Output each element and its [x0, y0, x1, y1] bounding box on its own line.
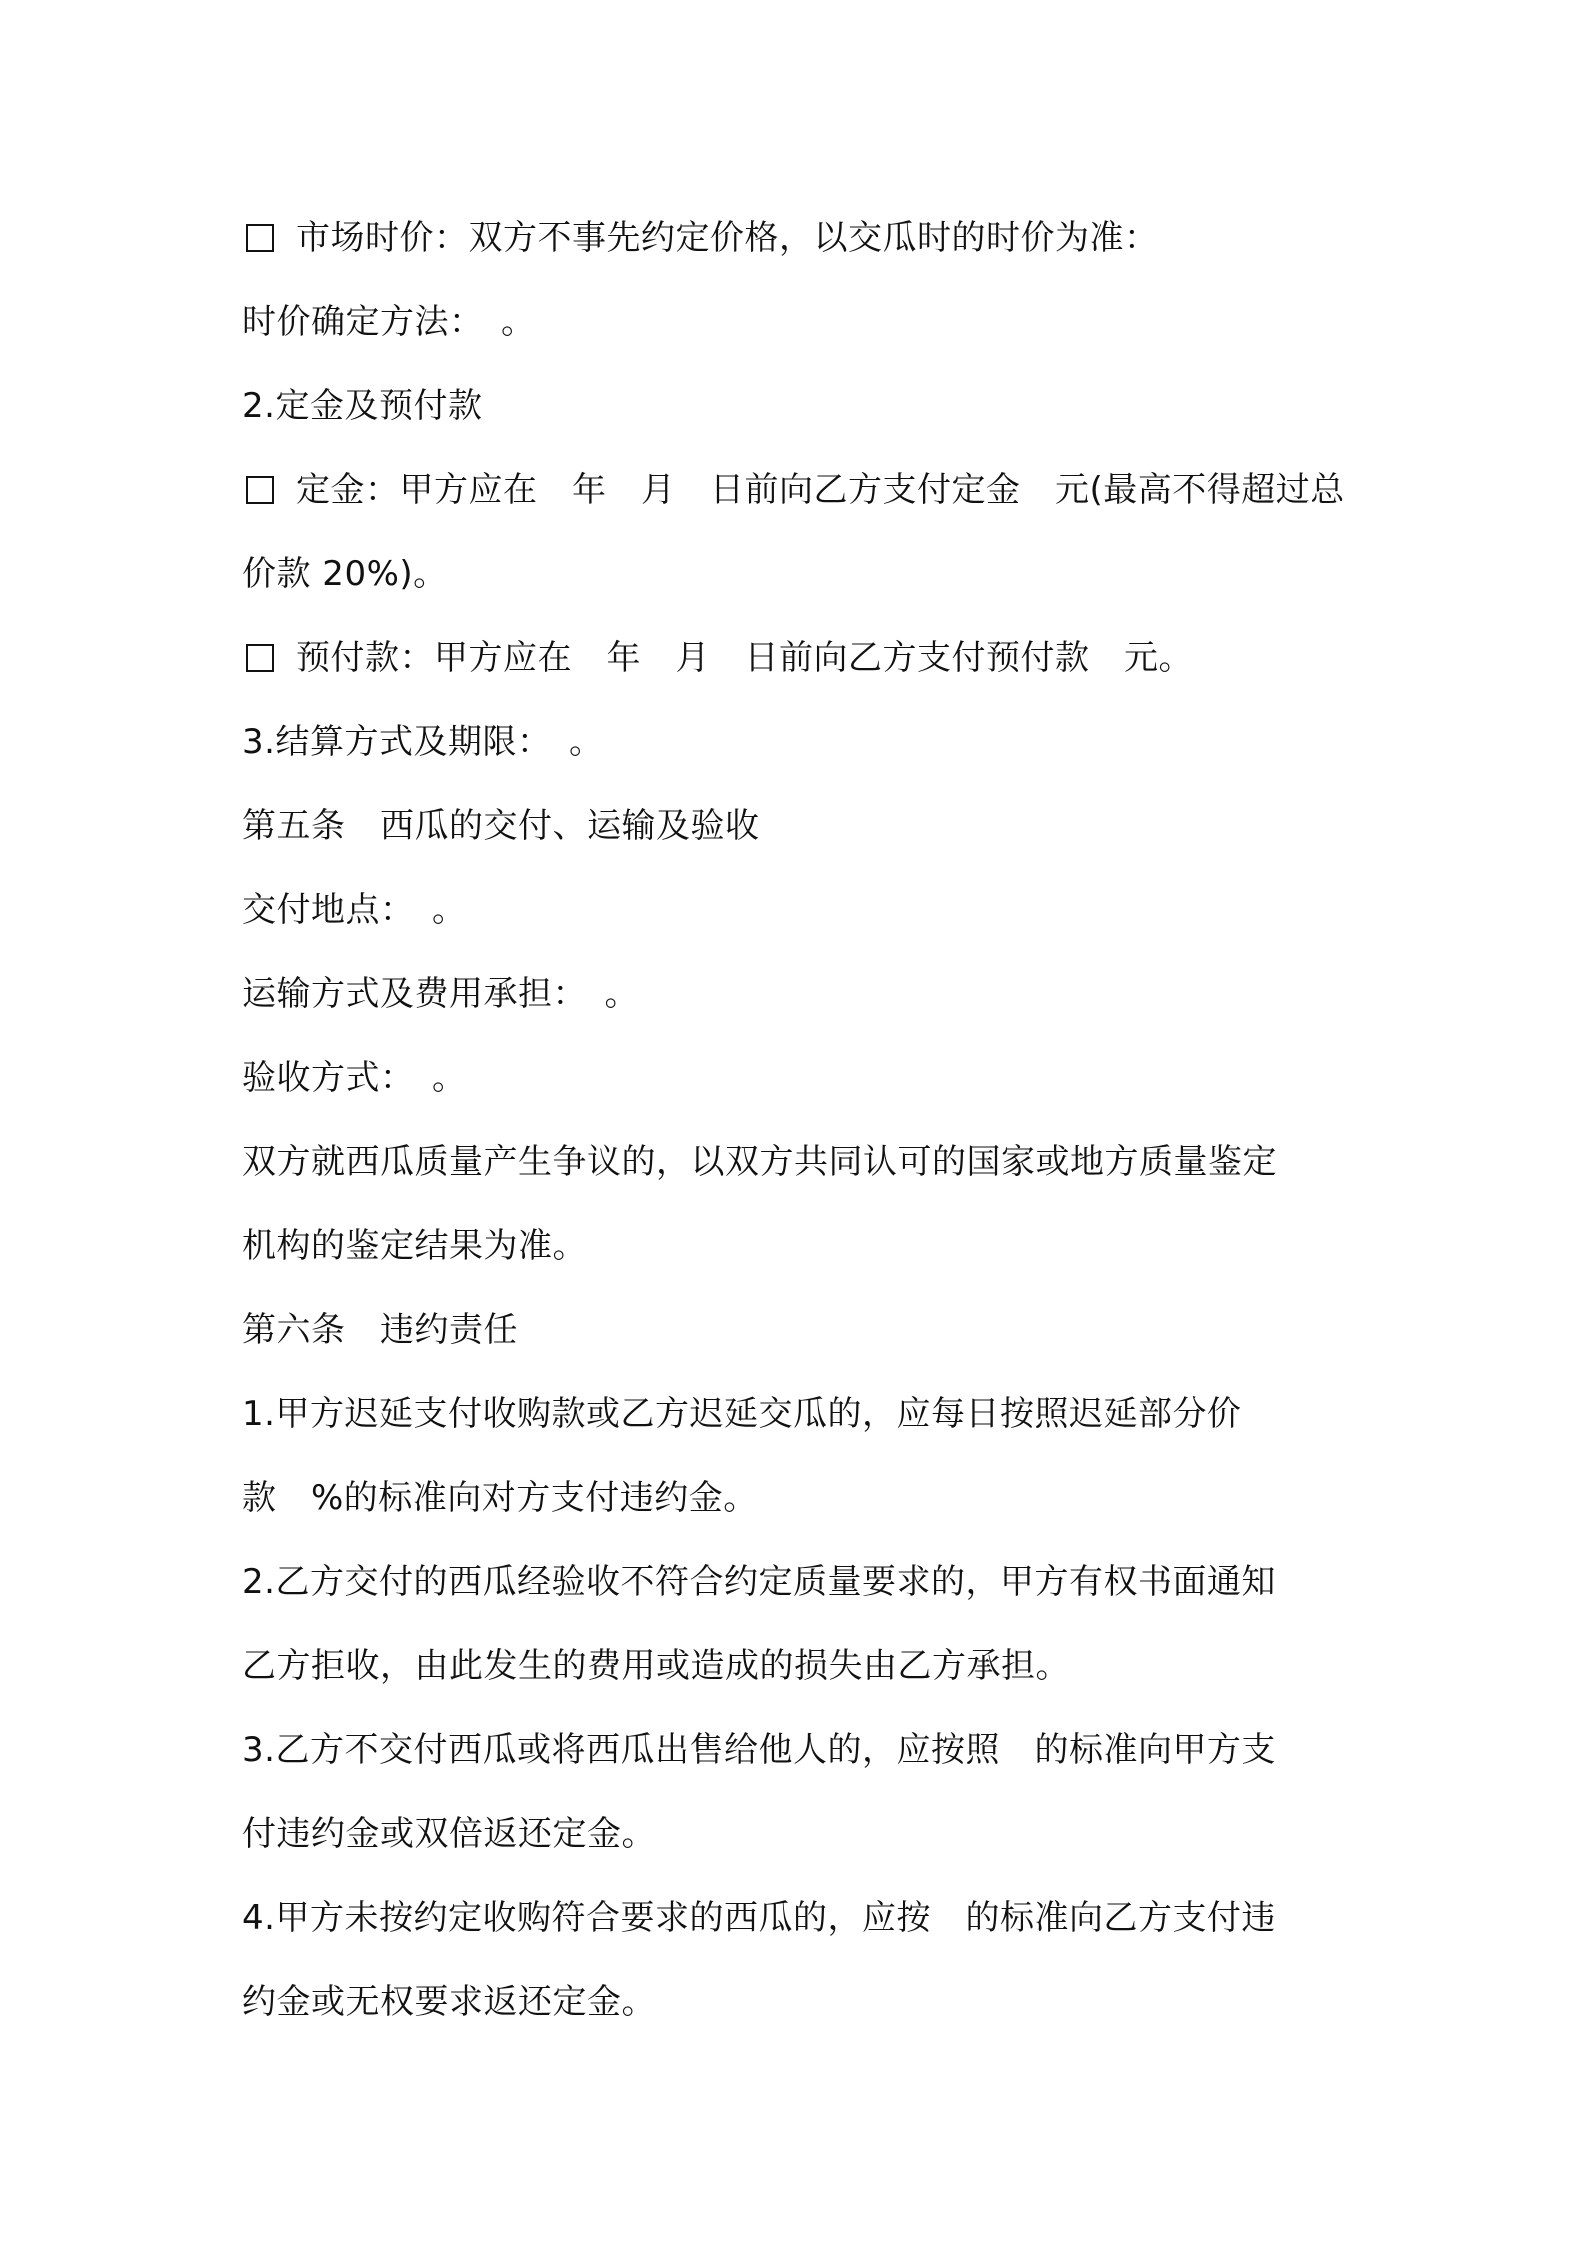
- text-line: [242, 1708, 1362, 1792]
- line-text: 第五条 西瓜的交付、运输及验收: [242, 806, 760, 846]
- text-line: [242, 1456, 1362, 1540]
- text-line: [242, 1120, 1362, 1204]
- text-line: [242, 616, 1362, 700]
- text-line: [242, 1624, 1362, 1708]
- line-text: 时价确定方法： 。: [242, 302, 536, 342]
- line-text: 市场时价：双方不事先约定价格，以交瓜时的时价为准：: [296, 218, 1159, 258]
- text-line: [242, 1540, 1362, 1624]
- text-line: [242, 952, 1362, 1036]
- line-text: 预付款：甲方应在 年 月 日前向乙方支付预付款 元。: [296, 638, 1193, 678]
- line-text: 价款 20%)。: [242, 554, 448, 594]
- document-page: [242, 196, 1362, 2044]
- line-text: 运输方式及费用承担： 。: [242, 974, 639, 1014]
- text-line: [242, 1792, 1362, 1876]
- checkbox-icon[interactable]: [246, 224, 274, 252]
- article-heading: [242, 784, 1362, 868]
- line-text: 定金：甲方应在 年 月 日前向乙方支付定金 元(最高不得超过总: [296, 470, 1345, 510]
- checkbox-icon[interactable]: [246, 644, 274, 672]
- text-line: [242, 868, 1362, 952]
- text-line: [242, 1036, 1362, 1120]
- line-text: 1.甲方迟延支付收购款或乙方迟延交瓜的，应每日按照迟延部分价: [242, 1394, 1242, 1434]
- line-text: 4.甲方未按约定收购符合要求的西瓜的，应按 的标准向乙方支付违: [242, 1898, 1276, 1938]
- text-line: [242, 280, 1362, 364]
- line-text: 交付地点： 。: [242, 890, 467, 930]
- line-text: 双方就西瓜质量产生争议的，以双方共同认可的国家或地方质量鉴定: [242, 1142, 1277, 1182]
- line-text: 款 %的标准向对方支付违约金。: [242, 1478, 758, 1518]
- text-line: [242, 1876, 1362, 1960]
- text-line: [242, 1204, 1362, 1288]
- text-line: [242, 196, 1362, 280]
- line-text: 验收方式： 。: [242, 1058, 467, 1098]
- line-text: 乙方拒收，由此发生的费用或造成的损失由乙方承担。: [242, 1646, 1070, 1686]
- line-text: 约金或无权要求返还定金。: [242, 1982, 656, 2022]
- text-line: [242, 448, 1362, 532]
- line-text: 第六条 违约责任: [242, 1310, 518, 1350]
- section-heading: [242, 364, 1362, 448]
- line-text: 机构的鉴定结果为准。: [242, 1226, 587, 1266]
- text-line: [242, 1960, 1362, 2044]
- text-line: [242, 1372, 1362, 1456]
- checkbox-icon[interactable]: [246, 476, 274, 504]
- line-text: 3.结算方式及期限： 。: [242, 722, 604, 762]
- line-text: 2.乙方交付的西瓜经验收不符合约定质量要求的，甲方有权书面通知: [242, 1562, 1276, 1602]
- line-text: 2.定金及预付款: [242, 386, 483, 426]
- line-text: 3.乙方不交付西瓜或将西瓜出售给他人的，应按照 的标准向甲方支: [242, 1730, 1276, 1770]
- line-text: 付违约金或双倍返还定金。: [242, 1814, 656, 1854]
- article-heading: [242, 1288, 1362, 1372]
- text-line: [242, 700, 1362, 784]
- text-line: [242, 532, 1362, 616]
